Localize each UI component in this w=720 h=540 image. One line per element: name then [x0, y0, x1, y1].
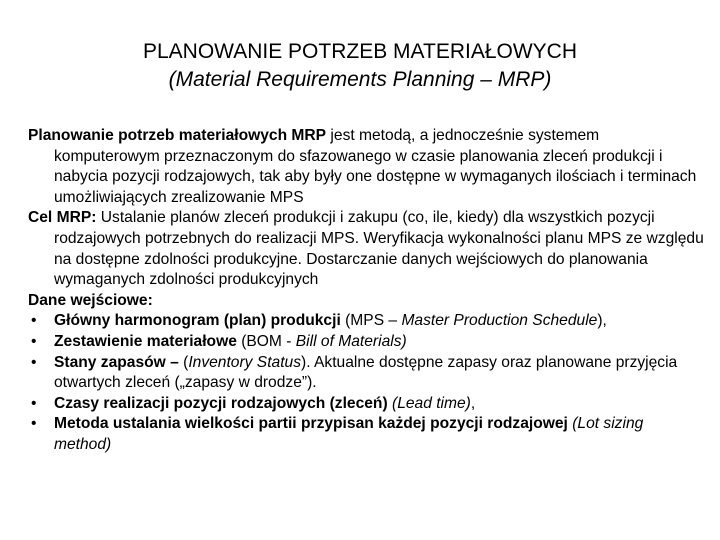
list-item-italic: Master Production Schedule — [401, 312, 598, 330]
title-line-2: (Material Requirements Planning – MRP) — [168, 68, 552, 91]
goal-term: Cel MRP: — [28, 209, 97, 227]
list-item-italic: (Lot sizing method) — [54, 415, 644, 453]
bullet-icon: • — [31, 415, 37, 433]
bullet-icon: • — [31, 394, 37, 412]
list-item-pre: ( — [178, 353, 189, 371]
list-item-pre: (BOM - — [236, 332, 296, 350]
list-item — [28, 394, 704, 415]
list-item-italic: Bill of Materials) — [295, 332, 407, 350]
list-item-italic: Inventory Status — [188, 353, 302, 371]
list-item-post: ), — [597, 312, 607, 330]
list-item-term: Metoda ustalania wielkości partii przypisan każdej pozycji rodzajowej — [54, 415, 568, 433]
list-item-term: Stany zapasów – — [54, 353, 179, 371]
title-line-1: PLANOWANIE POTRZEB MATERIAŁOWYCH — [142, 40, 578, 63]
bullet-icon: • — [31, 312, 37, 330]
list-item-post: , — [470, 394, 476, 412]
goal-paragraph — [28, 208, 704, 290]
inputs-heading — [28, 291, 704, 312]
bullet-icon: • — [31, 353, 37, 371]
slide-title — [0, 38, 720, 94]
list-item — [28, 332, 704, 353]
intro-paragraph — [28, 126, 704, 208]
intro-term: Planowanie potrzeb materiałowych MRP — [28, 127, 327, 144]
list-item-term: Zestawienie materiałowe — [54, 332, 237, 350]
list-item-pre: (MPS – — [340, 312, 402, 330]
goal-text: Ustalanie planów zleceń produkcji i zakupu (co, ile, kiedy) dla wszystkich pozycji rodzajowych potrzebnych do realizacji MPS. Weryfikacja wykonalności planu MPS ze względu na dostępne zdolności produkcyjne. Dostarczanie danych wejściowych do planowania wymaganych zdolności produkcyjnych — [54, 209, 704, 289]
list-item — [28, 414, 704, 455]
list-item-post: ). Aktualne dostępne zapasy oraz planowane przyjęcia otwartych zleceń („zapasy w drodze”). — [54, 353, 678, 392]
intro-text: jest metodą, a jednocześnie systemem komputerowym przeznaczonym do sfazowanego w czasie planowania zleceń produkcji i nabycia pozycji rodzajowych, tak aby były one dostępne w wymaganych ilościach i terminach umożliwiających zrealizowanie MPS — [54, 127, 697, 206]
bullet-icon: • — [31, 332, 37, 350]
inputs-list — [28, 311, 704, 455]
list-item-term: Główny harmonogram (plan) produkcji — [54, 312, 341, 330]
inputs-heading-text: Dane wejściowe: — [28, 291, 153, 309]
list-item-italic: (Lead time) — [392, 394, 471, 412]
list-item — [28, 311, 704, 332]
slide-content — [28, 126, 704, 456]
list-item-term: Czasy realizacji pozycji rodzajowych (zleceń) — [54, 394, 388, 412]
list-item — [28, 353, 704, 394]
